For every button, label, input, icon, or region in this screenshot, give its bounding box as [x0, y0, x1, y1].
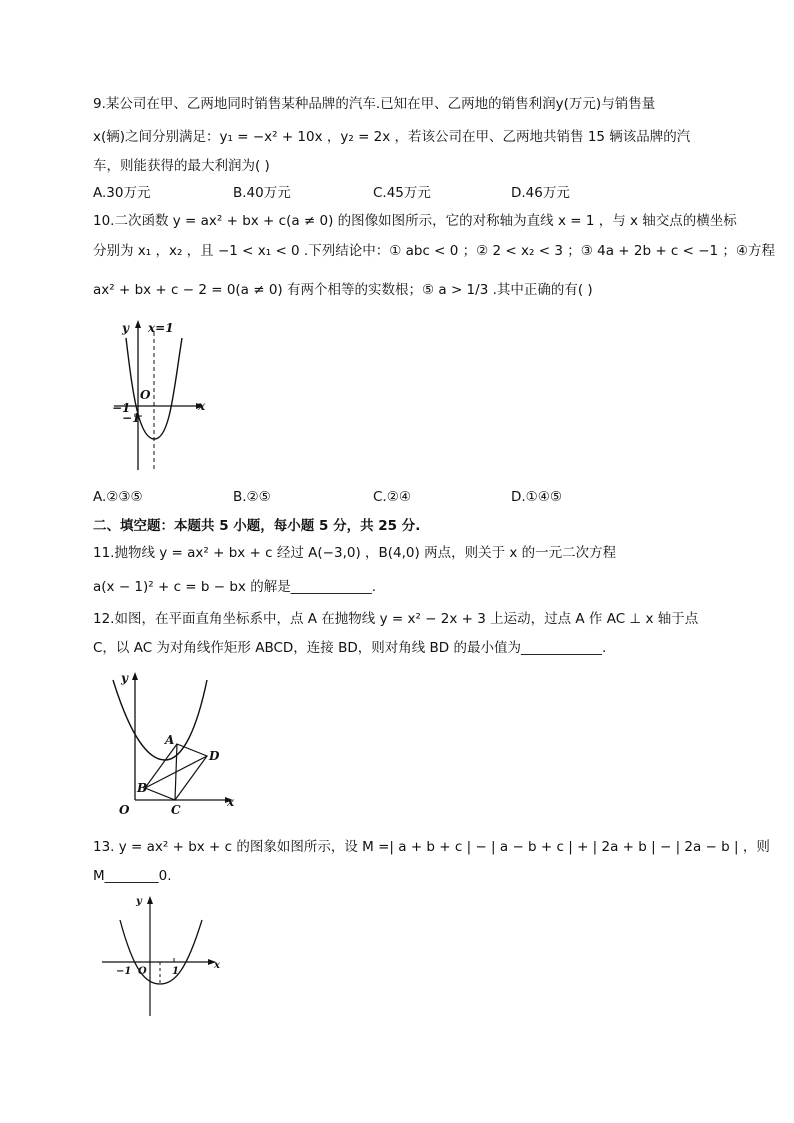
q9-option-b: B.40万元 — [233, 185, 291, 201]
q12-parabola — [113, 680, 207, 760]
q12-label-d: D — [209, 749, 220, 763]
q9-option-c: C.45万元 — [373, 185, 431, 201]
q13-line-1: 13. y = ax² + bx + c 的图象如图所示，设 M =| a + b + c | − | a − b + c | + | 2a + b | − | 2a − b | ，则 — [93, 839, 770, 855]
q10-line-1: 10.二次函数 y = ax² + bx + c(a ≠ 0) 的图像如图所示，它的对称轴为直线 x = 1 ，与 x 轴交点的横坐标 — [93, 213, 737, 229]
q10-option-d: D.①④⑤ — [511, 489, 562, 505]
q12-line-2: C，以 AC 为对角线作矩形 ABCD，连接 BD，则对角线 BD 的最小值为____________. — [93, 640, 607, 656]
q9-option-a: A.30万元 — [93, 185, 151, 201]
q12-label-x: x — [227, 795, 235, 809]
q13-parabola — [120, 920, 202, 984]
q9-line-3: 车，则能获得的最大利润为( ) — [93, 158, 270, 174]
q10-option-c: C.②④ — [373, 489, 411, 505]
q10-option-a: A.②③⑤ — [93, 489, 143, 505]
q12-label-o: O — [119, 803, 130, 817]
q12-line-1: 12.如图，在平面直角坐标系中，点 A 在抛物线 y = x² − 2x + 3 上运动，过点 A 作 AC ⊥ x 轴于点 — [93, 611, 699, 627]
q11-line-2: a(x − 1)² + c = b − bx 的解是____________. — [93, 579, 377, 595]
q10-label-neg-one-x: −1 — [112, 401, 131, 415]
q12-label-c: C — [171, 803, 181, 817]
q13-label-x: x — [214, 960, 220, 971]
q12-rectangle-figure — [105, 668, 245, 818]
q13-y-axis-arrow — [147, 896, 153, 904]
q10-label-origin: O — [140, 388, 151, 402]
q9-option-d: D.46万元 — [511, 185, 570, 201]
q13-line-2: M________0. — [93, 868, 172, 884]
q10-label-y: y — [122, 321, 129, 335]
q9-line-1: 9.某公司在甲、乙两地同时销售某种品牌的汽车.已知在甲、乙两地的销售利润y(万元)与销售量 — [93, 96, 656, 112]
q10-line-3: ax² + bx + c − 2 = 0(a ≠ 0) 有两个相等的实数根；⑤ a > 1/3 .其中正确的有( ) — [93, 282, 593, 298]
q12-y-axis-arrow — [132, 672, 138, 680]
q13-parabola-figure — [100, 892, 230, 1022]
q10-line-2: 分别为 x₁ ，x₂ ，且 −1 < x₁ < 0 .下列结论中：① abc < 0 ；② 2 < x₂ < 3 ；③ 4a + 2b + c < −1 ；④方程 — [93, 243, 776, 259]
q13-label-o: O — [138, 966, 147, 977]
q10-label-axis: x=1 — [148, 321, 174, 335]
q10-label-x: x — [198, 399, 206, 413]
q12-label-a: A — [165, 733, 175, 747]
section-2-title: 二、填空题：本题共 5 小题，每小题 5 分，共 25 分. — [93, 518, 421, 534]
q13-label-y: y — [136, 896, 142, 907]
q13-label-neg-one: −1 — [116, 966, 132, 977]
q10-parabola-figure — [108, 318, 218, 478]
q12-label-y: y — [121, 671, 128, 685]
q9-line-2: x(辆)之间分别满足：y₁ = −x² + 10x ，y₂ = 2x ，若该公司在甲、乙两地共销售 15 辆该品牌的汽 — [93, 129, 691, 145]
q12-label-b: B — [137, 781, 148, 795]
q10-y-axis-arrow — [135, 320, 141, 328]
q10-label-neg-one-y: −1 — [122, 411, 141, 425]
q13-label-one: 1 — [172, 966, 179, 977]
q10-option-b: B.②⑤ — [233, 489, 271, 505]
q11-line-1: 11.抛物线 y = ax² + bx + c 经过 A(−3,0) ，B(4,0) 两点，则关于 x 的一元二次方程 — [93, 545, 617, 561]
